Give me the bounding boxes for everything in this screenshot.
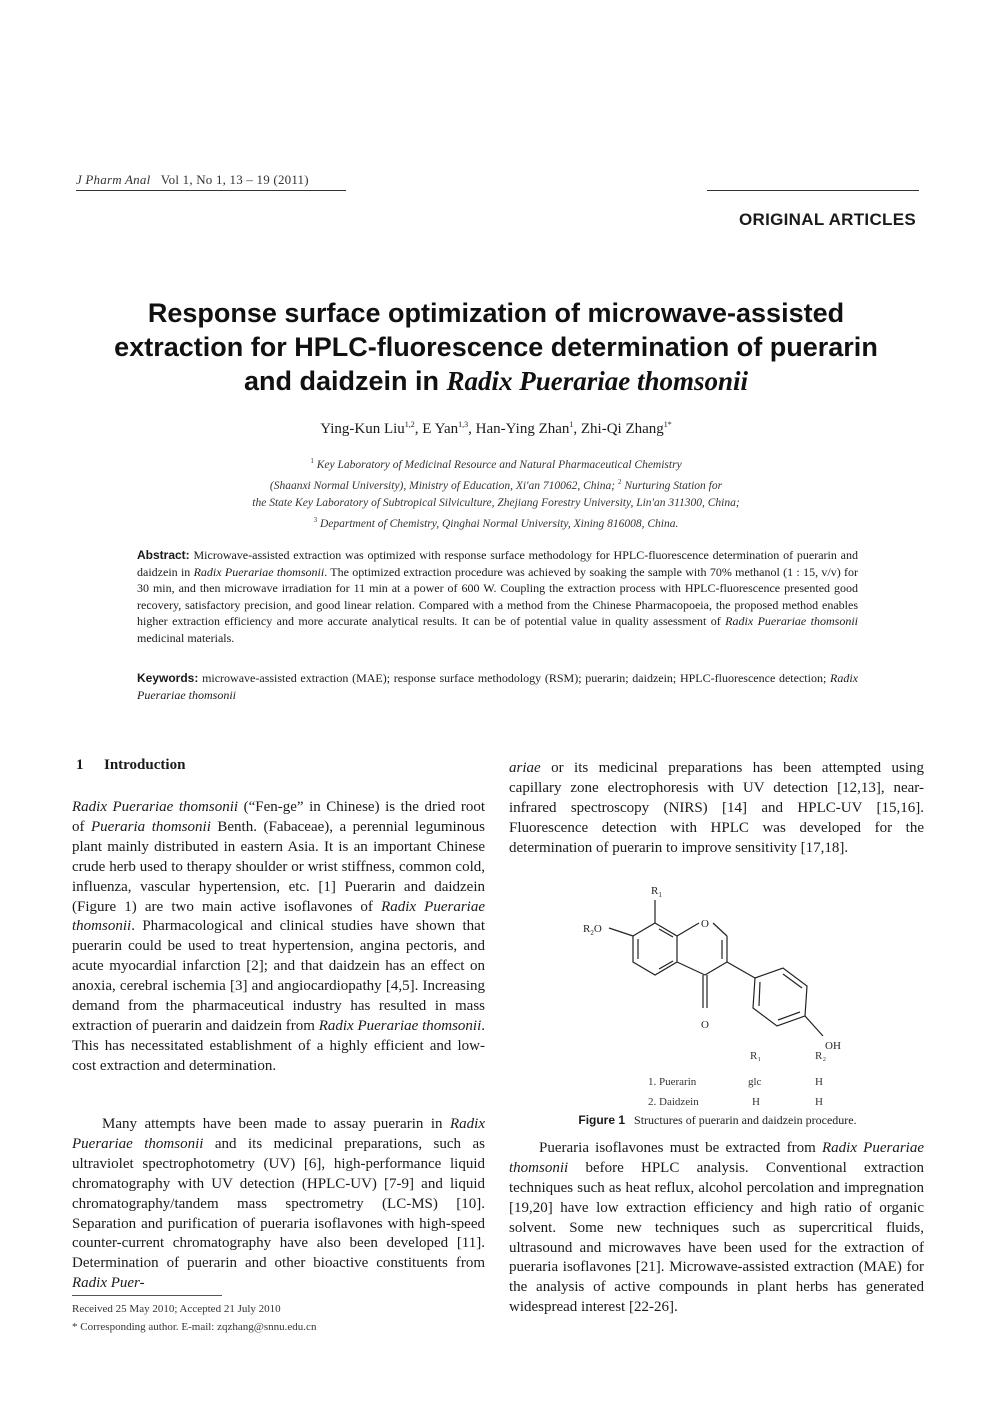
- label-ring-oxygen: O: [701, 918, 709, 930]
- isoflavone-skeleton: [609, 900, 823, 1036]
- figure-1-structure: [575, 878, 895, 1078]
- journal-name: J Pharm Anal: [76, 172, 151, 187]
- author: Han-Ying Zhan$^1$,: [475, 420, 581, 437]
- abstract: Abstract: Microwave-assisted extraction was optimized with response surface methodology for HPLC-fluorescence determination of puerarin and daidzein in Radix Puerariae thomsonii. The optimized extraction procedure was achieved by soaking the sample with 70% methanol (1 : 15, v/v) for 30 min, and then microwave irradiation for 11 min at a power of 600 W. Coupling the extraction process with HPLC-fluorescence presented good recovery, satisfactory precision, and good linear relation. Compared with a method from the Chinese Pharmacopoeia, the proposed method enables higher extraction efficiency and more accurate analytical results. It can be of potential value in quality assessment of Radix Puerariae thomsonii medicinal materials.: [137, 548, 859, 645]
- author: Ying-Kun Liu$^{1,2}$,: [320, 420, 423, 437]
- corresponding-author: * Corresponding author. E-mail: zqzhang@snnu.edu.cn: [72, 1321, 317, 1333]
- affiliation-line: (Shaanxi Normal University), Ministry of Education, Xi'an 710062, China; $^2$ Nurturing Station for: [269, 477, 723, 492]
- table-header-r2: R₂: [815, 1050, 827, 1062]
- keywords-label: Keywords:: [137, 671, 199, 685]
- figure-label: Figure 1: [578, 1113, 626, 1127]
- abstract-label: Abstract:: [137, 548, 190, 562]
- section-tag: ORIGINAL ARTICLES: [739, 210, 916, 229]
- article-title: [110, 296, 882, 398]
- label-hydroxyl: OH: [825, 1040, 841, 1052]
- intro-paragraph-2: Many attempts have been made to assay puerarin in Radix Puerariae thomsonii and its medicinal preparations, such as ultraviolet spectrophotometry (UV) [6], high-performance liquid chromatography with UV detection (HPLC-UV) [7-9] and liquid chromatography/tandem mass spectrometry (LC-MS) [10]. Separation and purification of pueraria isoflavones with high-speed counter-current chromatography have also been developed [11]. Determination of puerarin and other bioactive constituents from Radix Puer-: [72, 1116, 485, 1292]
- author-list: [120, 420, 872, 438]
- affiliation-line: $^1$ Key Laboratory of Medicinal Resource and Natural Pharmaceutical Chemistry: [310, 457, 682, 471]
- intro-paragraph-3: Pueraria isoflavones must be extracted from Radix Puerariae thomsonii before HPLC analysis. Conventional extraction techniques such as heat reflux, alcohol percolation and impregnation [19,20] have low extraction efficiency and high ratio of organic solvent. Some new techniques such as supercritical fluids, ultrasound and microwaves have been used for the extraction of pueraria isoflavones [21]. Microwave-assisted extraction (MAE) for the analysis of active compounds in plant herbs has generated widespread interest [22-26].: [509, 1140, 924, 1316]
- volume-info: Vol 1, No 1, 13 – 19 (2011): [160, 172, 309, 187]
- title-line: Response surface optimization of microwave-assisted: [147, 298, 845, 328]
- affiliation-line: $^3$ Department of Chemistry, Qinghai Normal University, Xining 816008, China.: [313, 515, 679, 530]
- keywords: Keywords: microwave-assisted extraction (MAE); response surface methodology (RSM); puerarin; daidzein; HPLC-fluorescence detection; Radix Puerariae thomsonii: [137, 671, 858, 702]
- section-number: 1: [76, 757, 84, 773]
- intro-paragraph-1: Radix Puerariae thomsonii (“Fen-ge” in Chinese) is the dried root of Pueraria thomsonii Benth. (Fabaceae), a perennial leguminous plant mainly distributed in eastern Asia. It is an important Chinese crude herb used to therapy shoulder or wrist stiffness, common cold, influenza, vascular hypertension, etc. [1] Puerarin and daidzein (Figure 1) are two main active isoflavones of Radix Puerariae thomsonii. Pharmacological and clinical studies have shown that puerarin could be used to treat hypertension, angina pectoris, and acute myocardial infarction [2]; and that daidzein has an effect on anoxia, cerebral ischemia [3] and angiocardiopathy [4,5]. Increasing demand from the pharmaceutical industry has resulted in mass extraction of puerarin and daidzein from Radix Puerariae thomsonii. This has necessitated establishment of a highly efficient and low-cost extraction and determination.: [72, 799, 486, 1074]
- affiliations: [120, 453, 872, 532]
- title-line: and daidzein in Radix Puerariae thomsonii: [243, 366, 749, 396]
- received-date: Received 25 May 2010; Accepted 21 July 2010: [72, 1303, 281, 1315]
- running-head: [76, 172, 309, 188]
- title-line: extraction for HPLC-fluorescence determination of puerarin: [114, 332, 878, 362]
- figure-1-caption: Figure 1 Structures of puerarin and daidzein procedure.: [578, 1113, 857, 1127]
- figure-1-table: [610, 1050, 850, 1110]
- section-title: Introduction: [104, 757, 186, 773]
- label-r2o: $R_2O$: [583, 923, 602, 937]
- table-row-name: 2. Daidzein: [648, 1096, 699, 1108]
- section-heading: [76, 757, 185, 774]
- footnote-rule: [72, 1295, 222, 1296]
- label-r1: $R_1$: [651, 885, 662, 899]
- table-row-r2: H: [815, 1096, 823, 1108]
- table-row-r1: H: [752, 1096, 760, 1108]
- author: E Yan$^{1,3}$,: [422, 420, 476, 437]
- table-row-r2: H: [815, 1076, 823, 1088]
- intro-paragraph-2-continued: ariae or its medicinal preparations has been attempted using capillary zone electrophoresis with UV detection [12,13], near-infrared spectroscopy (NIRS) [14] and HPLC-UV [15,16]. Fluorescence detection with HPLC was developed for the determination of puerarin to improve sensitivity [17,18].: [509, 760, 924, 856]
- affiliation-line: the State Key Laboratory of Subtropical Silviculture, Zhejiang Forestry University, Lin'an 311300, China;: [252, 496, 740, 509]
- label-carbonyl-oxygen: O: [701, 1019, 709, 1031]
- header-rule-left: [76, 190, 346, 191]
- table-header-r1: R₁: [750, 1050, 762, 1062]
- table-row-name: 1. Puerarin: [648, 1076, 697, 1088]
- header-rule-right: [707, 190, 919, 191]
- author: Zhi-Qi Zhang$^{1*}$: [580, 420, 672, 437]
- table-row-r1: glc: [748, 1076, 762, 1088]
